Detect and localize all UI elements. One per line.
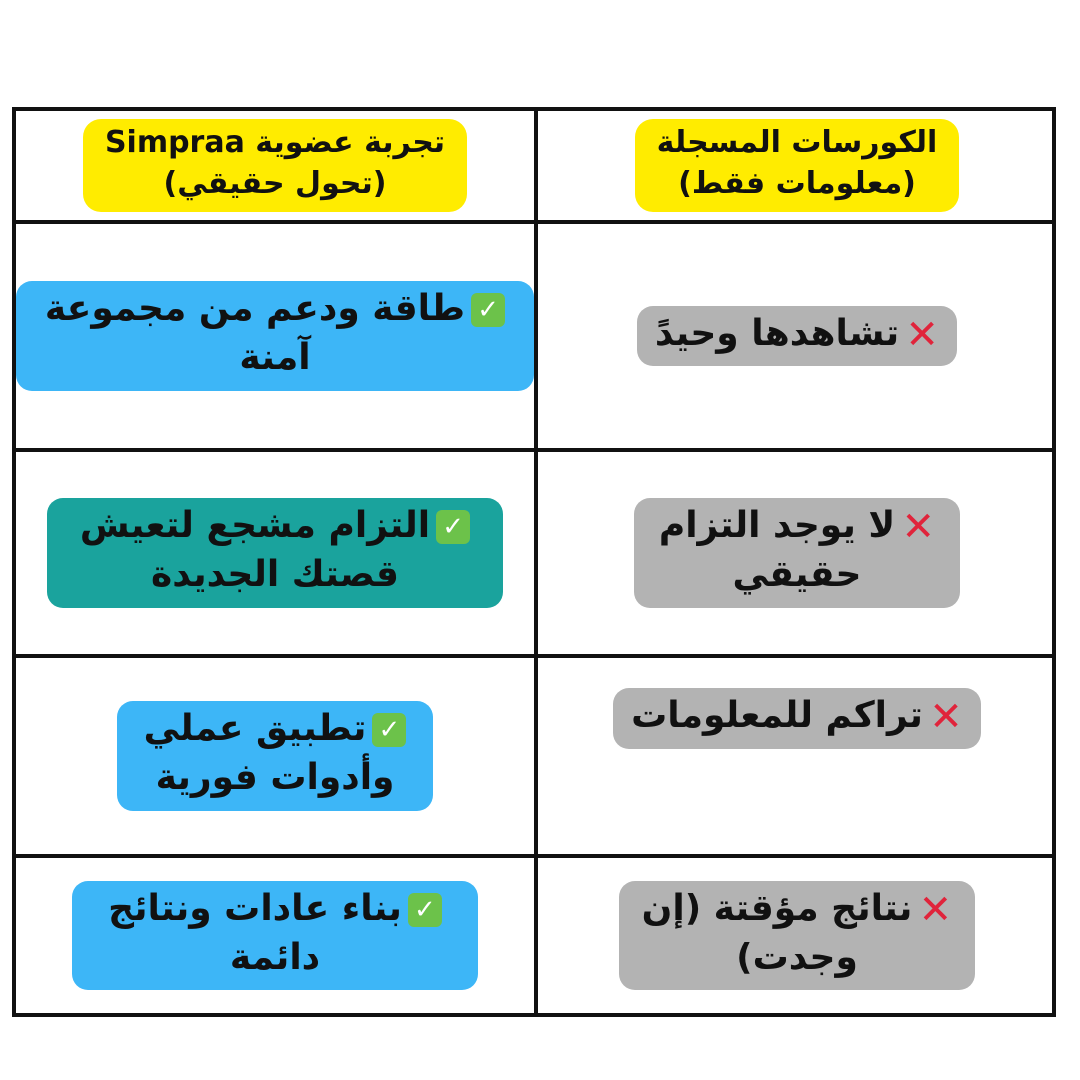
membership-row-1	[16, 224, 534, 448]
header-courses	[538, 111, 1056, 220]
check-mark-icon: ✓	[372, 713, 406, 747]
cross-mark-icon: ✕	[901, 504, 935, 551]
courses-drawback-3: ✕تراكم للمعلومات	[613, 688, 981, 749]
check-mark-icon: ✓	[408, 893, 442, 927]
courses-row-3	[538, 658, 1056, 854]
cross-mark-icon: ✕	[929, 694, 963, 740]
courses-row-1	[538, 224, 1056, 448]
courses-drawback-4: ✕نتائج مؤقتة (إن وجدت)	[619, 881, 975, 990]
header-courses-label: الكورسات المسجلة (معلومات فقط)	[635, 119, 960, 212]
cross-mark-icon: ✕	[905, 311, 939, 358]
header-membership	[16, 111, 534, 220]
membership-benefit-2: ✓التزام مشجع لتعيش قصتك الجديدة	[47, 498, 503, 607]
header-membership-label: تجربة عضوية Simpraa (تحول حقيقي)	[83, 119, 467, 212]
membership-row-2	[16, 452, 534, 654]
membership-benefit-4: ✓بناء عادات ونتائج دائمة	[72, 881, 478, 990]
cross-mark-icon: ✕	[918, 886, 953, 933]
courses-row-2	[538, 452, 1056, 654]
membership-row-3	[16, 658, 534, 854]
comparison-table	[12, 107, 1056, 1017]
check-mark-icon: ✓	[471, 293, 505, 327]
courses-drawback-1: ✕تشاهدها وحيدً	[637, 306, 957, 367]
courses-row-4	[538, 858, 1056, 1013]
courses-drawback-2: ✕لا يوجد التزام حقيقي	[634, 498, 960, 607]
check-mark-icon: ✓	[436, 510, 470, 544]
membership-row-4	[16, 858, 534, 1013]
membership-benefit-1: ✓طاقة ودعم من مجموعة آمنة	[16, 281, 534, 390]
membership-benefit-3: ✓تطبيق عملي وأدوات فورية	[117, 701, 433, 810]
